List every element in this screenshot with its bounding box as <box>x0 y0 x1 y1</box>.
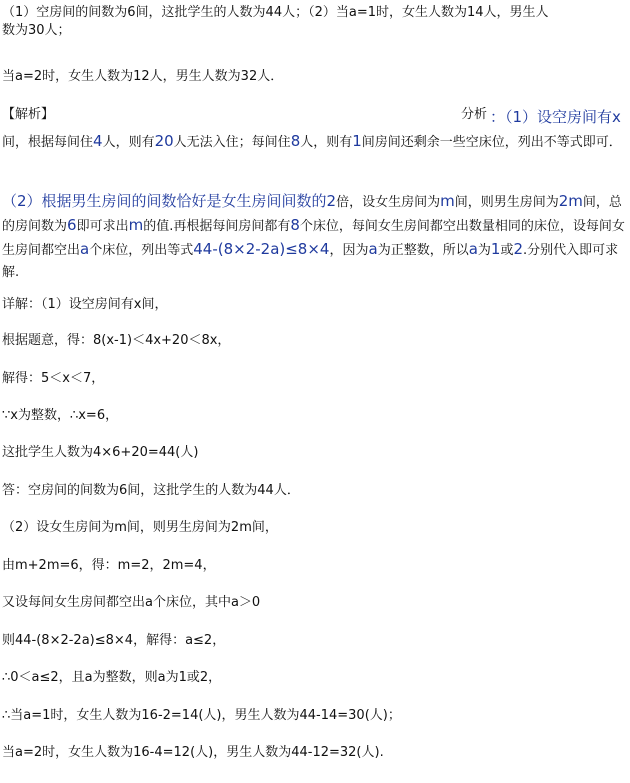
detail-line-5: 这批学生人数为4×6+20=44(人) <box>2 445 199 460</box>
var-a: a <box>80 240 90 258</box>
analysis-paragraph-2 <box>2 190 628 284</box>
var-m: m <box>440 192 455 210</box>
detail-line-8: 由m+2m=6，得：m=2，2m=4， <box>2 558 216 573</box>
value-2: 2 <box>513 240 524 258</box>
var-2m: 2m <box>558 192 583 210</box>
var-a-3: a <box>468 240 478 258</box>
analysis-p1-a: ：（1）设空房间有 <box>490 108 613 126</box>
var-a-2: a <box>368 240 378 258</box>
var-m-2: m <box>128 216 144 234</box>
detail-line-7: （2）设女生房间为m间，则男生房间为2m间， <box>2 520 278 535</box>
num-4: 4 <box>93 132 103 150</box>
analysis-p1-c: 人，则有 <box>102 135 155 150</box>
detail-line-10: 则44-(8×2-2a)≤8×4，解得：a≤2， <box>2 633 226 648</box>
analysis-p2-g: 个床位，每间女生房间都空出数量相同的床位，设每间女生房间都空出 <box>2 219 625 258</box>
detail-line-4: ∵x为整数，∴x=6， <box>2 408 119 423</box>
analysis-p2-j: 为正整数，所以 <box>377 243 469 258</box>
analysis-p2-d: 间，总的房间数为 <box>2 195 622 234</box>
num-20: 20 <box>154 132 174 150</box>
analysis-p1-f: 间房间还剩余一些空床位，列出不等式即可． <box>361 135 622 150</box>
analysis-label: 分析 <box>461 107 488 122</box>
inequality: 44-(8×2-2a)≤8×4 <box>193 240 330 258</box>
detail-line-9: 又设每间女生房间都空出a个床位，其中a＞0 <box>2 595 261 610</box>
detail-line-6: 答：空房间的间数为6间，这批学生的人数为44人． <box>2 483 300 498</box>
num-6: 6 <box>67 216 77 234</box>
num-8-b: 8 <box>290 216 300 234</box>
detail-line-2: 根据题意，得：8(x-1)＜4x+20＜8x， <box>2 333 231 348</box>
detail-line-13: 当a=2时，女生人数为16-4=12(人)，男生人数为44-12=32(人). <box>2 745 384 760</box>
analysis-paragraph-1 <box>2 106 628 154</box>
var-x: x <box>612 108 621 126</box>
analysis-p2-e: 即可求出 <box>76 219 129 234</box>
analysis-p1-b: 间，根据每间住 <box>2 135 94 150</box>
detail-line-1: 详解：（1）设空房间有x间， <box>2 297 168 312</box>
num-8: 8 <box>290 132 301 150</box>
analysis-p1-d: 人无法入住；每间住 <box>173 135 291 150</box>
analysis-p2-c: 间，则男生房间为 <box>454 195 559 210</box>
detail-line-11: ∴0＜a≤2，且a为整数，则a为1或2， <box>2 670 222 685</box>
answer-line-1: （1）空房间的间数为6间，这批学生的人数为44人；（2）当a=1时，女生人数为14人，男生人 <box>2 5 549 20</box>
analysis-p2-l: 或 <box>500 243 514 258</box>
detail-line-3: 解得：5＜x＜7， <box>2 371 105 386</box>
analysis-p2-a: （2）根据男生房间的间数恰好是女生房间间数的 <box>2 192 327 210</box>
num-1: 1 <box>352 132 362 150</box>
analysis-p2-end: .分别代入即可求解. <box>2 243 619 280</box>
analysis-p1-e: 人，则有 <box>300 135 353 150</box>
analysis-p2-h: 个床位，列出等式 <box>89 243 194 258</box>
analysis-p2-k: 为 <box>477 243 491 258</box>
value-1: 1 <box>490 240 501 258</box>
analysis-p2-f: 的值.再根据每间房间都有 <box>143 219 291 234</box>
num-2: 2 <box>326 192 337 210</box>
answer-line-2: 数为30人； <box>2 23 71 38</box>
analysis-p2-b: 倍，设女生房间为 <box>336 195 441 210</box>
detail-line-12: ∴当a=1时，女生人数为16-2=14(人)，男生人数为44-14=30(人)； <box>2 708 401 723</box>
analysis-p2-i: ，因为 <box>329 243 369 258</box>
analysis-heading: 【解析】 <box>2 107 55 122</box>
answer-line-3: 当a=2时，女生人数为12人，男生人数为32人． <box>2 69 284 84</box>
